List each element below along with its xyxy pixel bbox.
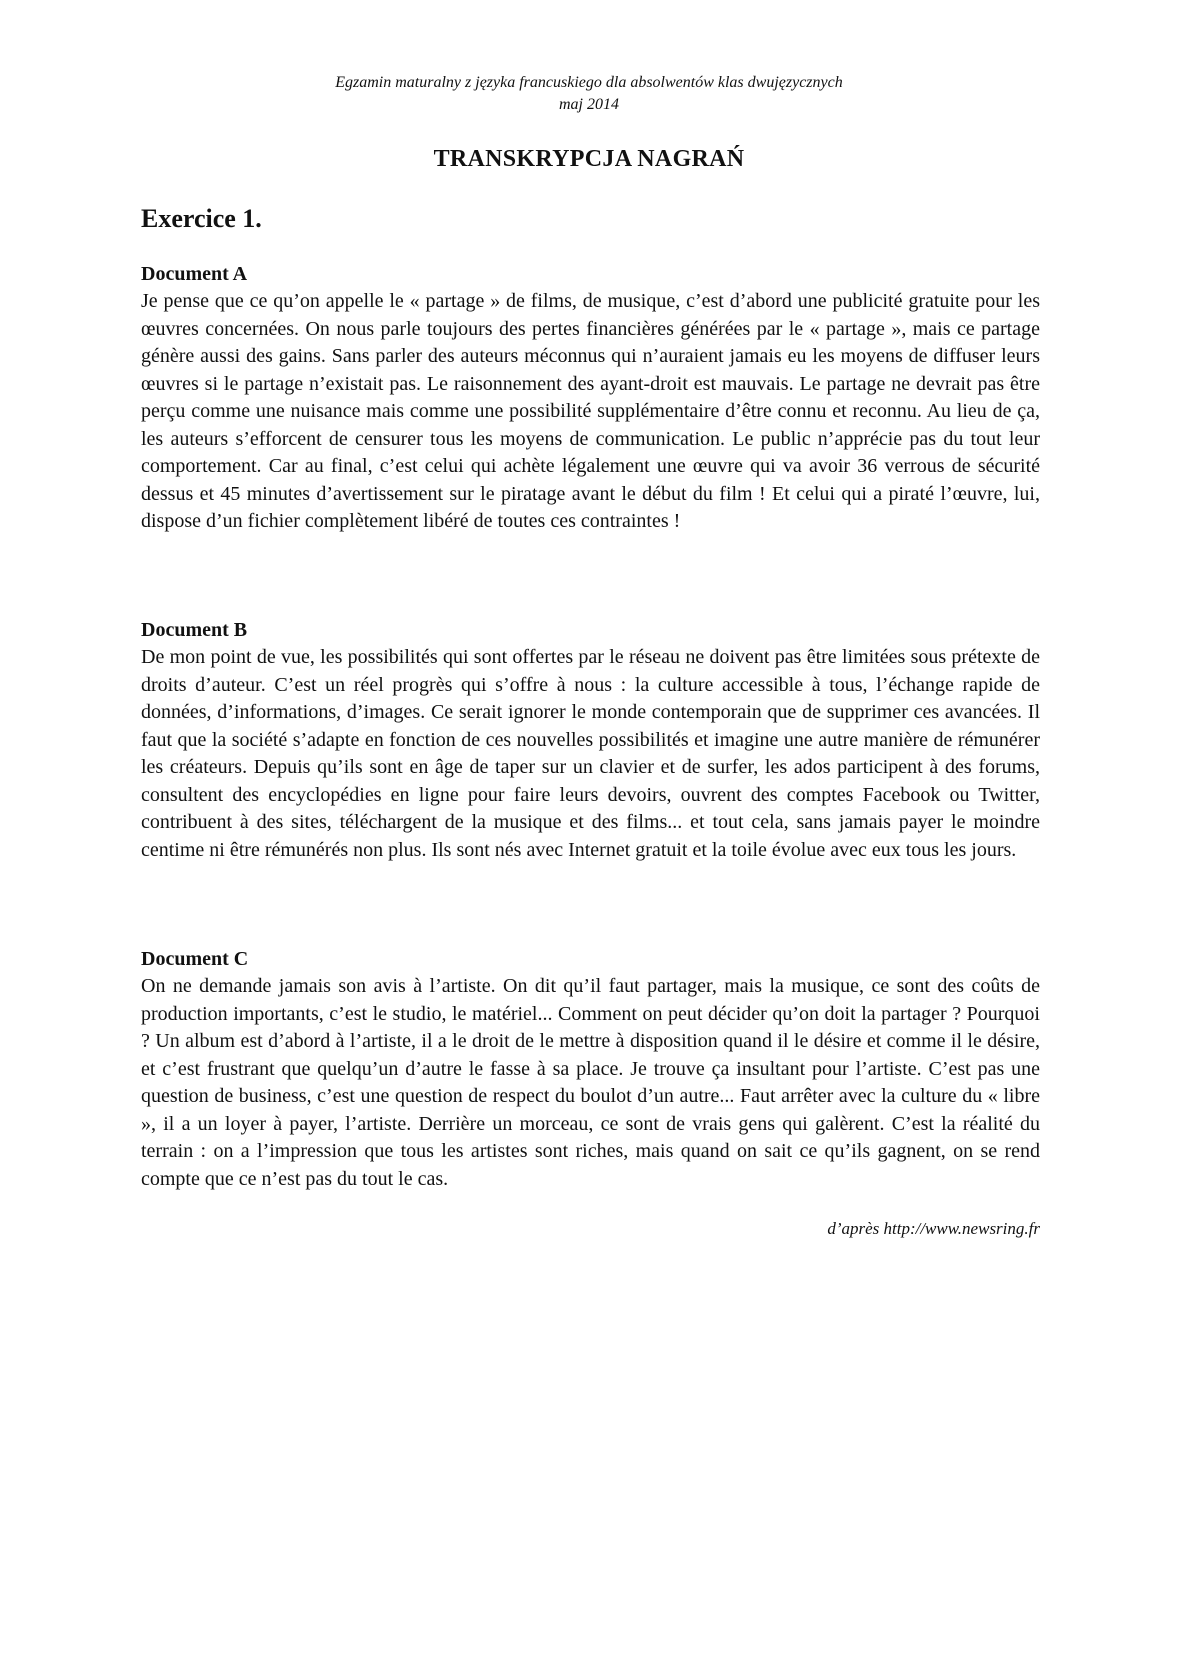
- document-a-text: Je pense que ce qu’on appelle le « partage » de films, de musique, c’est d’abord une publicité gratuite pour les œuvres concernées. On nous parle toujours des pertes financières générées par le « partage », mais ce partage génère aussi des gains. Sans parler des auteurs méconnus qui n’auraient jamais eu les moyens de diffuser leurs œuvres si le partage n’existait pas. Le raisonnement des ayant-droit est mauvais. Le partage ne devrait pas être perçu comme une nuisance mais comme une possibilité supplémentaire d’être connu et reconnu. Au lieu de ça, les auteurs s’efforcent de censurer tous les moyens de communication. Le public n’apprécie pas du tout leur comportement. Car au final, c’est celui qui achète légalement une œuvre qui va avoir 36 verrous de sécurité dessus et 45 minutes d’avertissement sur le piratage avant le début du film ! Et celui qui a piraté l’œuvre, lui, dispose d’un fichier complètement libéré de toutes ces contraintes !: [141, 290, 1040, 532]
- document-c-text: On ne demande jamais son avis à l’artiste. On dit qu’il faut partager, mais la musique, ce sont des coûts de production importants, c’est le studio, le matériel... Comment on peut décider qu’on doit la partager ? Pourquoi ? Un album est d’abord à l’artiste, il a le droit de le mettre à disposition quand il le désire et comme il le désire, et c’est frustrant que quelqu’un d’autre le fasse à sa place. Je trouve ça insultant pour l’artiste. C’est pas une question de business, c’est une question de respect du boulot d’un autre... Faut arrêter avec la culture du « libre », il a un loyer à payer, l’artiste. Derrière un morceau, ce sont de vrais gens qui galèrent. C’est la réalité du terrain : on a l’impression que tous les artistes sont riches, mais quand on sait ce qu’ils gagnent, on se rend compte que ce n’est pas du tout le cas.: [141, 975, 1040, 1190]
- exercise-title: Exercice 1.: [141, 204, 262, 233]
- document-b-text: De mon point de vue, les possibilités qui sont offertes par le réseau ne doivent pas être limitées sous prétexte de droits d’auteur. C’est un réel progrès qui s’offre à nous : la culture accessible à tous, l’échange rapide de données, d’informations, d’images. Ce serait ignorer le monde contemporain que de supprimer ces avancées. Il faut que la société s’adapte en fonction de ces nouvelles possibilités et imagine une autre manière de rémunérer les créateurs. Depuis qu’ils sont en âge de taper sur un clavier et de surfer, les ados participent à des forums, consultent des encyclopédies en ligne pour faire leurs devoirs, ouvrent des comptes Facebook ou Twitter, contribuent à des sites, téléchargent de la musique et des films... et tout cela, sans jamais payer le moindre centime ni être rémunérés non plus. Ils sont nés avec Internet gratuit et la toile évolue avec eux tous les jours.: [141, 646, 1040, 861]
- page-header: [0, 72, 1178, 116]
- document-a-heading: Document A: [141, 263, 248, 285]
- document-b: [141, 618, 1040, 864]
- exam-date: maj 2014: [559, 96, 619, 113]
- exam-name: Egzamin maturalny z języka francuskiego dla absolwentów klas dwujęzycznych: [335, 74, 843, 91]
- page-title: TRANSKRYPCJA NAGRAŃ: [433, 146, 745, 172]
- document-c: [141, 947, 1040, 1193]
- document-a: [141, 262, 1040, 536]
- document-c-heading: Document C: [141, 948, 249, 970]
- source-citation: d’après http://www.newsring.fr: [827, 1219, 1040, 1238]
- document-b-heading: Document B: [141, 619, 248, 641]
